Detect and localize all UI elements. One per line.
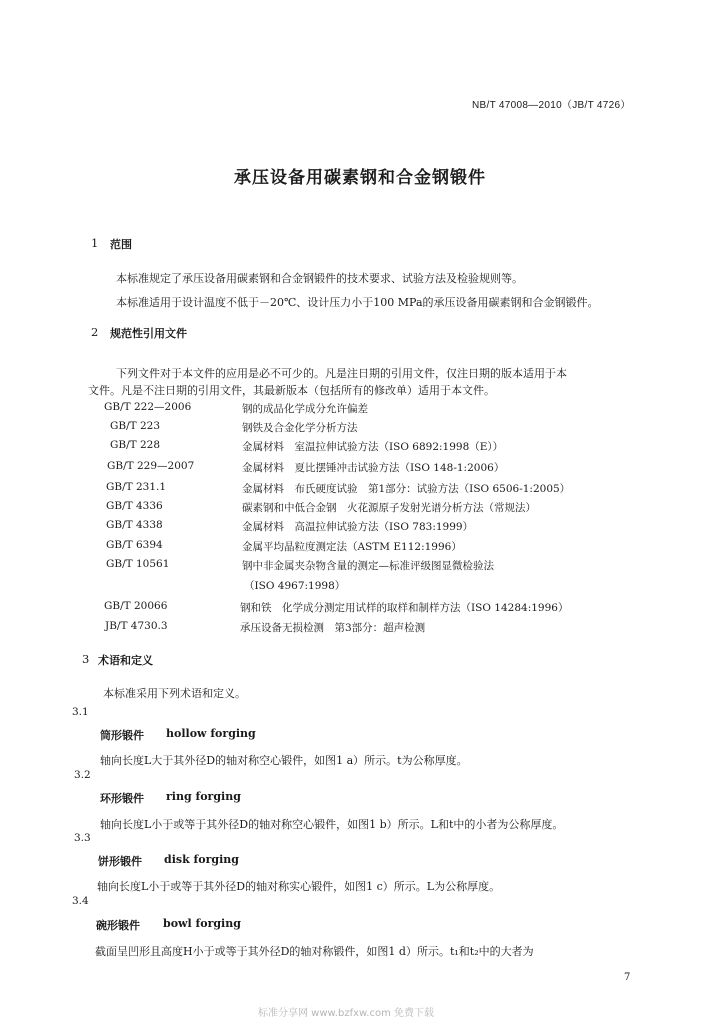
term-name-cn: 筒形锻件 xyxy=(100,729,144,742)
reference-code: GB/T 228 xyxy=(110,439,161,451)
watermark-footer: 标准分享网 www.bzfxw.com 免费下载 xyxy=(258,1008,434,1019)
reference-code: GB/T 6394 xyxy=(106,539,163,551)
reference-code: GB/T 4338 xyxy=(106,519,163,531)
term-definition: 轴向长度L大于其外径D的轴对称空心锻件，如图1 a）所示。t为公称厚度。 xyxy=(100,754,468,767)
reference-title: 钢的成品化学成分允许偏差 xyxy=(242,403,368,415)
reference-title: 金属平均晶粒度测定法（ASTM E112:1996） xyxy=(242,541,462,553)
term-number: 3.2 xyxy=(74,769,91,781)
reference-code: GB/T 231.1 xyxy=(106,481,167,493)
section-3-intro: 本标准采用下列术语和定义。 xyxy=(103,687,246,700)
section-1-heading: 范围 xyxy=(110,238,132,251)
reference-title: 金属材料 室温拉伸试验方法（ISO 6892:1998（E）） xyxy=(242,441,504,453)
term-name-cn: 饼形锻件 xyxy=(98,855,142,868)
page-number: 7 xyxy=(624,972,631,983)
section-1-paragraph-1: 本标准规定了承压设备用碳素钢和合金钢锻件的技术要求、试验方法及检验规则等。 xyxy=(116,272,523,285)
section-1-paragraph-2: 本标准适用于设计温度不低于－20℃、设计压力小于100 MPa的承压设备用碳素钢和合金钢锻件。 xyxy=(116,296,599,309)
term-name-en: bowl forging xyxy=(163,917,241,930)
term-name-en: hollow forging xyxy=(166,727,256,740)
term-definition: 轴向长度L小于或等于其外径D的轴对称空心锻件，如图1 b）所示。L和t中的小者为公称厚度。 xyxy=(100,818,564,831)
reference-code: GB/T 222—2006 xyxy=(104,401,192,413)
reference-code: GB/T 229—2007 xyxy=(107,460,195,472)
term-number: 3.1 xyxy=(72,706,89,718)
term-name-cn: 环形锻件 xyxy=(100,792,144,805)
reference-title: 钢铁及合金化学分析方法 xyxy=(242,422,358,434)
term-definition: 截面呈凹形且高度H小于或等于其外径D的轴对称锻件，如图1 d）所示。t₁和t₂中的大者为 xyxy=(95,945,534,958)
reference-code: GB/T 223 xyxy=(110,420,161,432)
reference-title: 金属材料 夏比摆锤冲击试验方法（ISO 148-1:2006） xyxy=(242,462,505,474)
section-2-intro-line-2: 文件。凡是不注日期的引用文件，其最新版本（包括所有的修改单）适用于本文件。 xyxy=(88,384,495,397)
term-number: 3.4 xyxy=(72,895,89,907)
term-definition: 轴向长度L小于或等于其外径D的轴对称实心锻件，如图1 c）所示。L为公称厚度。 xyxy=(97,880,501,893)
reference-code: GB/T 10561 xyxy=(106,558,170,570)
reference-title: 金属材料 高温拉伸试验方法（ISO 783:1999） xyxy=(242,521,474,533)
term-number: 3.3 xyxy=(74,832,91,844)
standard-code-header: NB/T 47008—2010（JB/T 4726） xyxy=(472,100,631,111)
section-2-number: 2 xyxy=(91,325,99,339)
term-name-en: ring forging xyxy=(166,790,241,803)
section-3-heading: 术语和定义 xyxy=(98,654,153,667)
section-2-heading: 规范性引用文件 xyxy=(110,327,187,340)
reference-title: 碳素钢和中低合金钢 火花源原子发射光谱分析方法（常规法） xyxy=(242,502,536,514)
reference-title-continuation: （ISO 4967:1998） xyxy=(244,580,346,592)
reference-code: JB/T 4730.3 xyxy=(105,620,168,632)
reference-code: GB/T 20066 xyxy=(104,600,168,612)
term-name-en: disk forging xyxy=(164,853,239,866)
reference-title: 钢中非金属夹杂物含量的测定—标准评级图显微检验法 xyxy=(242,560,494,572)
reference-title: 钢和铁 化学成分测定用试样的取样和制样方法（ISO 14284:1996） xyxy=(240,602,569,614)
section-3-number: 3 xyxy=(82,652,90,666)
reference-title: 承压设备无损检测 第3部分：超声检测 xyxy=(240,622,426,634)
page-title: 承压设备用碳素钢和合金钢锻件 xyxy=(234,168,486,188)
section-2-intro-line-1: 下列文件对于本文件的应用是必不可少的。凡是注日期的引用文件，仅注日期的版本适用于本 xyxy=(116,367,567,380)
section-1-number: 1 xyxy=(91,236,99,250)
reference-code: GB/T 4336 xyxy=(106,500,163,512)
reference-title: 金属材料 布氏硬度试验 第1部分：试验方法（ISO 6506-1:2005） xyxy=(242,483,571,495)
term-name-cn: 碗形锻件 xyxy=(96,919,140,932)
